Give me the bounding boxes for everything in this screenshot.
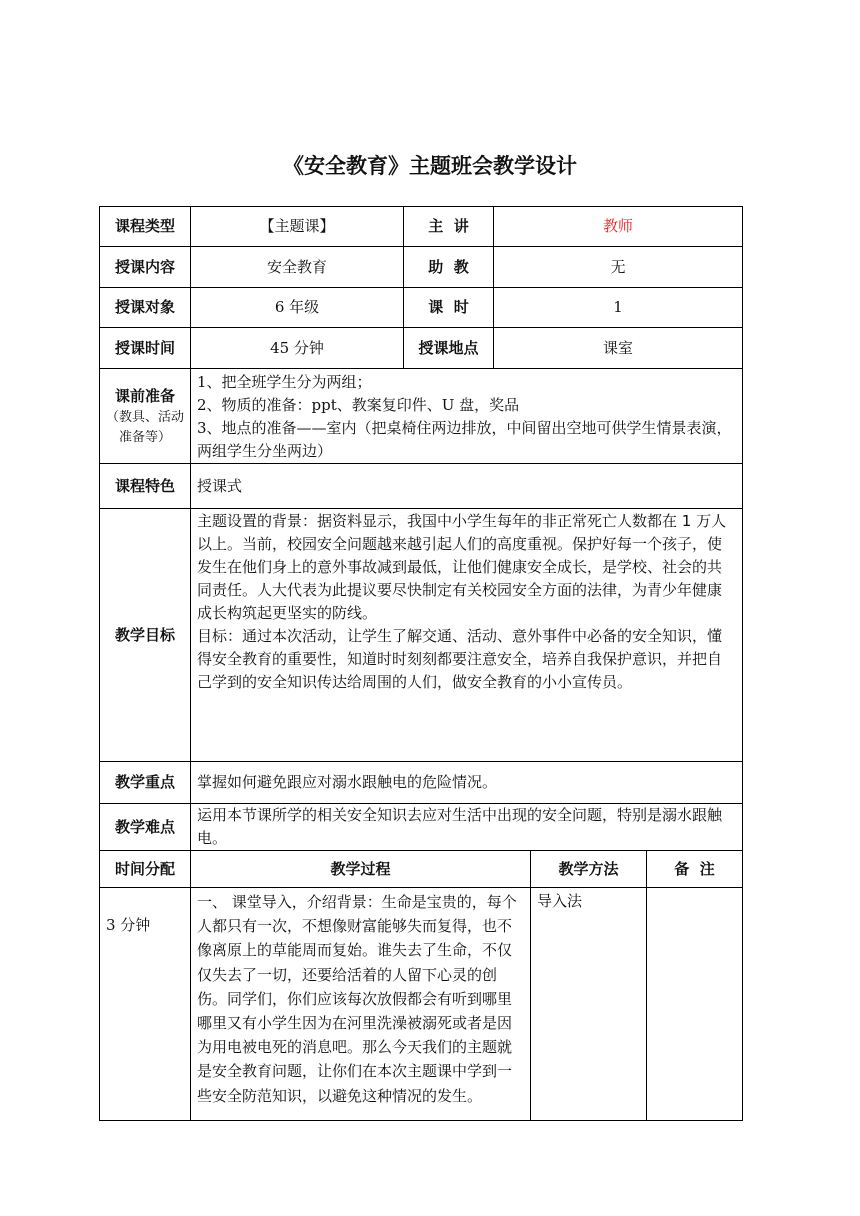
time-value: 45 分钟 [191,328,404,369]
goal-text [191,509,743,762]
content-value: 安全教育 [191,247,404,288]
row-audience [100,288,743,328]
feature-value: 授课式 [191,464,743,509]
process-row [100,888,743,1121]
audience-label: 授课对象 [100,288,191,328]
location-label: 授课地点 [404,328,494,369]
location-value: 课室 [494,328,743,369]
process-time: 3 分钟 [100,888,191,1121]
assistant-label: 助 教 [404,247,494,288]
row-goal [100,509,743,762]
process-note [647,888,743,1121]
prep-label: 课前准备 [114,386,175,405]
prep-item: 1、把全班学生分为两组； [197,373,372,391]
goal-target: 目标：通过本次活动，让学生了解交通、活动、意外事件中必备的安全知识，懂得安全教育的重要性，知道时时刻刻都要注意安全，培养自我保护意识，并把自己学到的安全知识传达给周围的人们，做安全教育的小小宣传员。 [197,627,723,691]
lecturer-label: 主 讲 [404,207,494,247]
course-type-value: 【主题课】 [191,207,404,247]
assistant-value: 无 [494,247,743,288]
row-course-type [100,207,743,247]
prep-item: 3、地点的准备——室内（把桌椅住两边排放，中间留出空地可供学生情景表演，两组学生分坐两边） [197,419,732,460]
header-time: 时间分配 [100,851,191,888]
lecturer-value: 教师 [494,207,743,247]
header-note: 备 注 [647,851,743,888]
difficulty-value: 运用本节课所学的相关安全知识去应对生活中出现的安全问题，特别是溺水跟触电。 [191,804,743,851]
feature-label: 课程特色 [100,464,191,509]
header-process: 教学过程 [191,851,531,888]
goal-label: 教学目标 [100,509,191,762]
prep-items [191,369,743,464]
key-label: 教学重点 [100,762,191,804]
row-difficulty [100,804,743,851]
course-type-label: 课程类型 [100,207,191,247]
row-time [100,328,743,369]
prep-label-cell [100,369,191,464]
content-label: 授课内容 [100,247,191,288]
process-header-row [100,851,743,888]
page-title: 《安全教育》主题班会教学设计 [283,154,577,178]
prep-item: 2、物质的准备：ppt、教案复印件、U 盘，奖品 [197,396,520,414]
hours-label: 课 时 [404,288,494,328]
time-label: 授课时间 [100,328,191,369]
process-method: 导入法 [531,888,647,1121]
row-content [100,247,743,288]
hours-value: 1 [494,288,743,328]
lesson-plan-table [99,206,743,1121]
prep-sublabel: （教具、活动准备等） [106,409,185,445]
process-text: 一、 课堂导入，介绍背景：生命是宝贵的，每个人都只有一次，不想像财富能够失而复得，也不像离原上的草能周而复始。谁失去了生命，不仅仅失去了一切，还要给活着的人留下心灵的创伤。同学们，你们应该每次放假都会有听到哪里哪里又有小学生因为在河里洗澡被溺死或者是因为用电被电死的消息吧。那么今天我们的主题就是安全教育问题，让你们在本次主题课中学到一些安全防范知识，以避免这种情况的发生。 [191,888,531,1121]
row-feature [100,464,743,509]
difficulty-label: 教学难点 [100,804,191,851]
goal-background: 主题设置的背景：据资料显示，我国中小学生每年的非正常死亡人数都在 1 万人以上。当前，校园安全问题越来越引起人们的高度重视。保护好每一个孩子，使发生在他们身上的意外事故减到最低，让他们健康安全成长，是学校、社会的共同责任。人大代表为此提议要尽快制定有关校园安全方面的法律，为青少年健康成长构筑起更坚实的防线。 [197,512,727,622]
row-prep [100,369,743,464]
audience-value: 6 年级 [191,288,404,328]
row-key [100,762,743,804]
header-method: 教学方法 [531,851,647,888]
key-value: 掌握如何避免跟应对溺水跟触电的危险情况。 [191,762,743,804]
